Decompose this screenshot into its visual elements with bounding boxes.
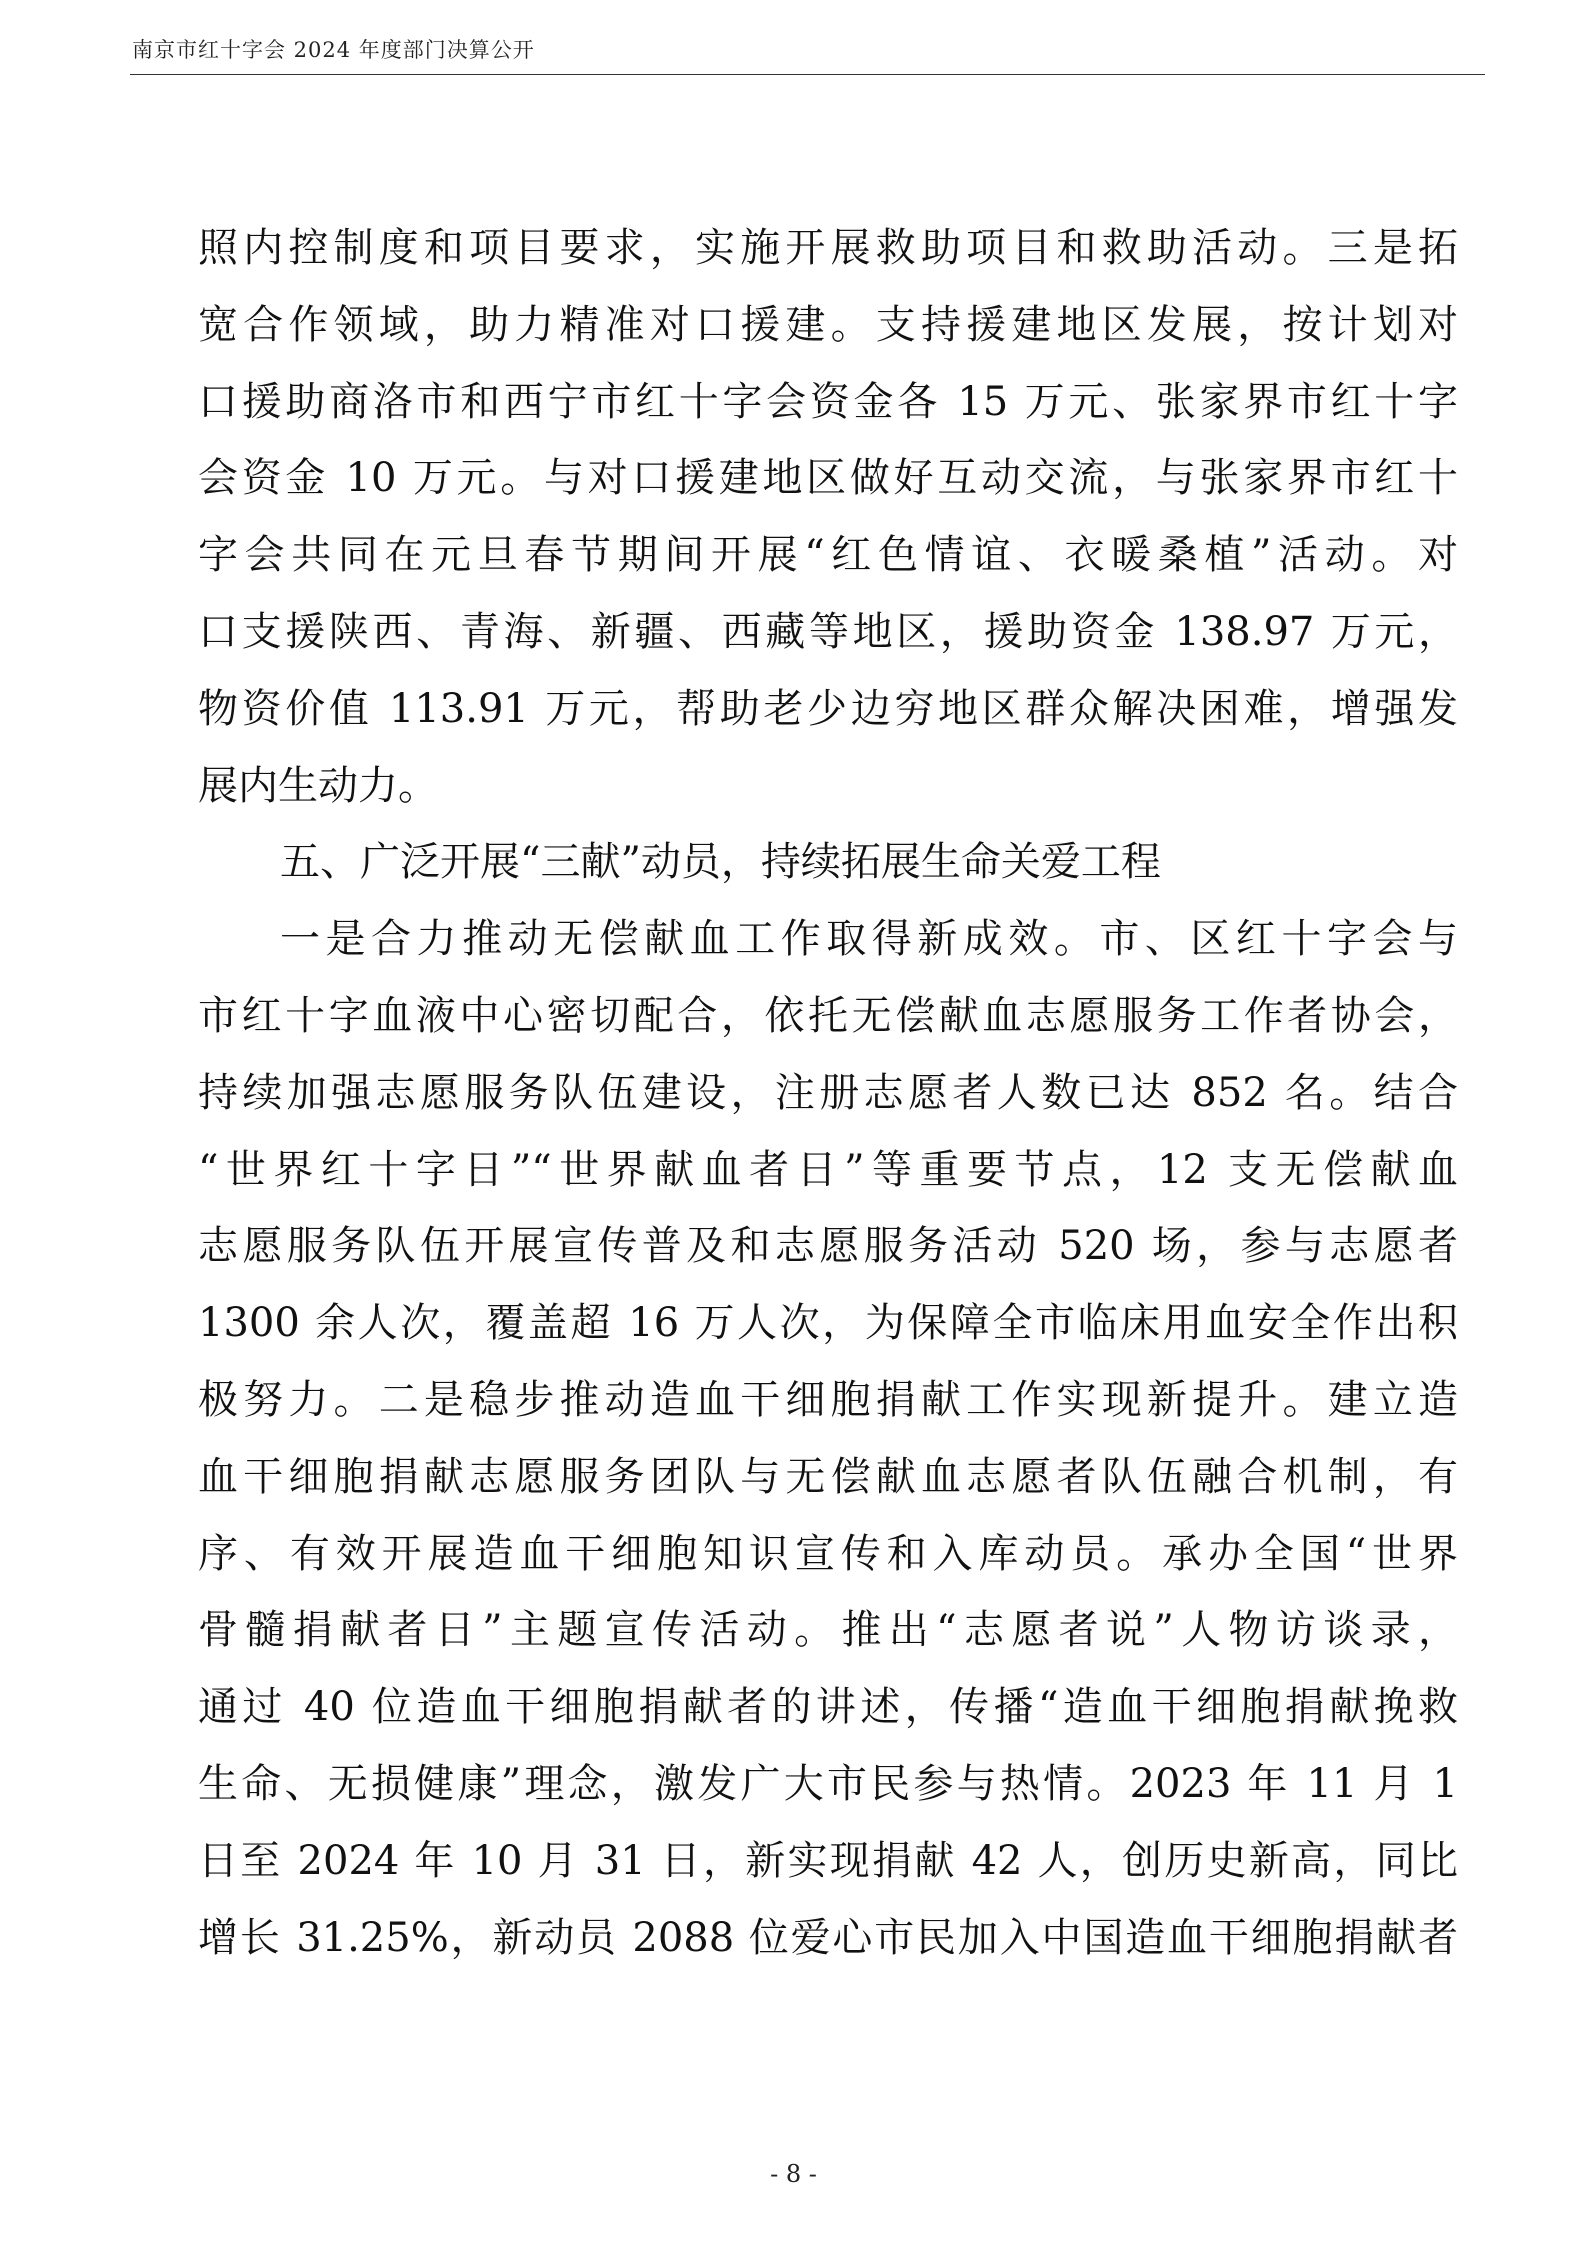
text-line: 字会共同在元旦春节期间开展“红色情谊、衣暖桑植”活动。对 — [198, 532, 1458, 579]
page-number: - 8 - — [770, 2160, 817, 2188]
text-line: 照内控制度和项目要求，实施开展救助项目和救助活动。三是拓 — [198, 225, 1458, 271]
text-line: 通过 40 位造血干细胞捐献者的讲述，传播“造血干细胞捐献挽救 — [198, 1684, 1458, 1731]
text-line: 日至 2024 年 10 月 31 日，新实现捐献 42 人，创历史新高，同比 — [198, 1837, 1458, 1884]
text-line: 生命、无损健康”理念，激发广大市民参与热情。2023 年 11 月 1 — [198, 1760, 1458, 1807]
section-heading: 五、广泛开展“三献”动员，持续拓展生命关爱工程 — [280, 839, 1161, 886]
text-line: 骨髓捐献者日”主题宣传活动。推出“志愿者说”人物访谈录， — [198, 1607, 1458, 1654]
text-line: 极努力。二是稳步推动造血干细胞捐献工作实现新提升。建立造 — [198, 1376, 1458, 1423]
text-line: 增长 31.25%，新动员 2088 位爱心市民加入中国造血干细胞捐献者 — [198, 1914, 1458, 1961]
text-line: 会资金 10 万元。与对口援建地区做好互动交流，与张家界市红十 — [198, 455, 1458, 502]
page-header — [130, 32, 1485, 75]
text-line: 序、有效开展造血干细胞知识宣传和入库动员。承办全国“世界 — [198, 1530, 1458, 1577]
header-title: 南京市红十字会 2024 年度部门决算公开 — [132, 38, 535, 62]
text-line: “世界红十字日”“世界献血者日”等重要节点，12 支无偿献血 — [198, 1146, 1458, 1193]
text-line: 持续加强志愿服务队伍建设，注册志愿者人数已达 852 名。结合 — [198, 1069, 1458, 1116]
text-line: 口支援陕西、青海、新疆、西藏等地区，援助资金 138.97 万元， — [198, 608, 1458, 655]
text-line: 血干细胞捐献志愿服务团队与无偿献血志愿者队伍融合机制，有 — [198, 1453, 1458, 1500]
body-text — [198, 210, 1458, 1976]
text-line: 志愿服务队伍开展宣传普及和志愿服务活动 520 场，参与志愿者 — [198, 1223, 1458, 1270]
text-line: 口援助商洛市和西宁市红十字会资金各 15 万元、张家界市红十字 — [198, 378, 1458, 425]
text-line: 物资价值 113.91 万元，帮助老少边穷地区群众解决困难，增强发 — [198, 685, 1458, 732]
text-line: 市红十字血液中心密切配合，依托无偿献血志愿服务工作者协会， — [198, 992, 1458, 1039]
text-line: 宽合作领域，助力精准对口援建。支持援建地区发展，按计划对 — [198, 301, 1458, 348]
text-line: 一是合力推动无偿献血工作取得新成效。市、区红十字会与 — [280, 916, 1458, 963]
text-line: 展内生动力。 — [198, 762, 438, 809]
text-line: 1300 余人次，覆盖超 16 万人次，为保障全市临床用血安全作出积 — [198, 1300, 1458, 1347]
